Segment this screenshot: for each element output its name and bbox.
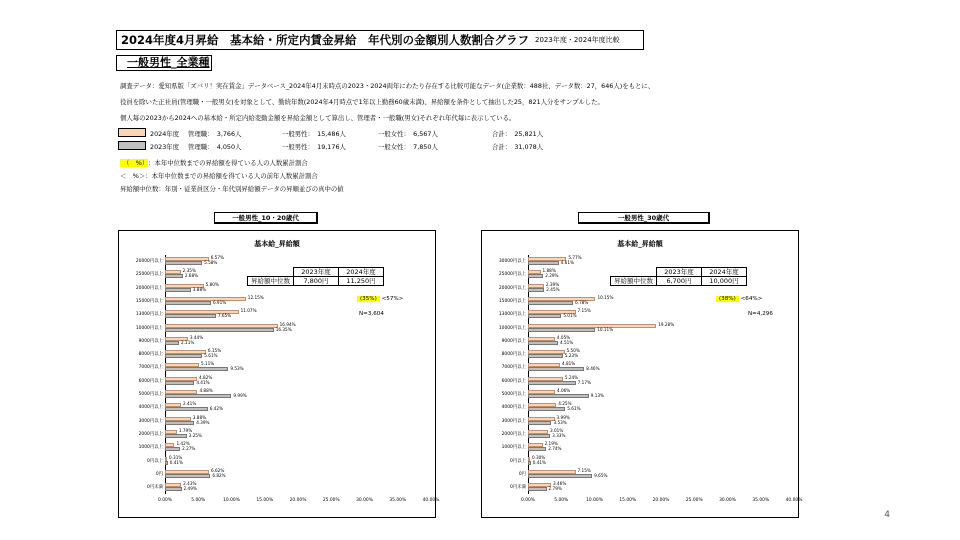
- value-label-2023: 3.25%: [188, 432, 202, 438]
- x-tick-label: 15.00%: [256, 498, 274, 504]
- value-label-2024: 6.62%: [211, 467, 225, 473]
- description-line-3: 個人毎の2023から2024への基本給・所定内給変動金額を昇給金額として算出し、管理者・一般職(男女)それぞれ年代毎に表示している。: [120, 114, 516, 122]
- bar-2023: [528, 461, 531, 465]
- bar-2023: [165, 434, 187, 438]
- panel-2-ratio-prev: <64%>: [740, 296, 763, 302]
- value-label-2023: 10.11%: [597, 326, 614, 332]
- value-label-2023: 2.79%: [548, 486, 562, 492]
- y-tick-label: 25000円以上: [135, 272, 163, 278]
- panel-1-median-corner: [248, 268, 294, 277]
- bar-2023: [528, 367, 584, 371]
- value-label-2023: 2.49%: [183, 486, 197, 492]
- y-tick-label: 8000円以上: [138, 352, 163, 358]
- value-label-2023: 8.46%: [586, 366, 600, 372]
- bar-2023: [528, 288, 544, 292]
- panel-2-heading: 一般男性_30歳代: [578, 212, 710, 224]
- description-line-2: 役員を除いた正社員(管理職・一般男女)を対象として、勤続年数(2024年4月時点で1年以上勤務60歳未満)、昇給額を条件として抽出した25，821人分をサンプルした。: [120, 98, 604, 106]
- value-label-2023: 2.74%: [548, 446, 562, 452]
- y-tick-label: 0円未満: [147, 485, 163, 491]
- x-tick-label: 0.00%: [158, 498, 172, 504]
- panel-2-median-2023: 6,700円: [657, 277, 702, 286]
- panel-1-median-label: 昇給額中位数: [248, 277, 294, 286]
- x-tick-label: 25.00%: [322, 498, 340, 504]
- bar-2023: [528, 434, 550, 438]
- note-1-mark: （ %）: [120, 159, 148, 167]
- x-tick-label: 15.00%: [619, 498, 637, 504]
- value-label-2024: 4.88%: [199, 388, 213, 393]
- value-label-2023: 5.01%: [563, 313, 577, 319]
- panel-1-chart: [118, 230, 440, 518]
- legend-mgr-2023: 管理職： 4,050人: [188, 143, 242, 151]
- value-label-2024: 3.46%: [553, 481, 567, 487]
- panel-1-ratio-now: (35%): [357, 296, 380, 302]
- y-tick-label: 20000円以上: [135, 285, 163, 291]
- bar-2023: [165, 487, 182, 491]
- y-tick-label: 4000円以上: [501, 405, 526, 411]
- y-tick-label: 13000円以上: [135, 312, 163, 318]
- value-label-2023: 0.41%: [532, 459, 547, 465]
- x-tick-label: 35.00%: [752, 498, 770, 504]
- bar-2023: [165, 301, 211, 305]
- y-tick-label: 2000円以上: [501, 431, 526, 437]
- value-label-2024: 0.31%: [169, 454, 183, 460]
- category-separator: _: [171, 56, 177, 69]
- bar-2023: [528, 314, 561, 318]
- bar-2023: [528, 274, 543, 278]
- value-label-2023: 0.41%: [169, 459, 184, 465]
- bar-2023: [528, 328, 595, 332]
- value-label-2024: 2.41%: [183, 401, 197, 407]
- y-tick-label: 30000円以上: [498, 259, 526, 264]
- value-label-2023: 2.11%: [181, 339, 195, 345]
- value-label-2024: 10.15%: [597, 294, 614, 300]
- value-label-2023: 2.29%: [545, 273, 559, 279]
- value-label-2024: 5.80%: [205, 281, 219, 287]
- bar-2023: [165, 288, 191, 292]
- value-label-2023: 6.78%: [575, 299, 589, 305]
- panel-2-col-2023: 2023年度: [657, 268, 702, 277]
- page-number: 4: [884, 510, 890, 520]
- value-label-2024: 1.42%: [176, 441, 190, 447]
- bar-2023: [165, 474, 210, 478]
- bar-2023: [528, 394, 589, 398]
- legend-swatch-2023: [118, 141, 146, 150]
- y-tick-label: 0円以上: [147, 458, 163, 464]
- note-2: ＜ %＞：本年中位数までの昇給額を得ている人の前年人数累計割合: [120, 172, 318, 180]
- legend-mgr-2024: 管理職： 3,766人: [188, 130, 242, 138]
- panel-2-median-table: [610, 267, 747, 286]
- note-1-text: ：本年中位数までの昇給額を得ている人の人数累計割合: [148, 159, 308, 167]
- value-label-2023: 6.82%: [212, 472, 226, 478]
- x-tick-label: 25.00%: [685, 498, 703, 504]
- value-label-2023: 4.39%: [196, 419, 210, 425]
- panel-2-n: N=4,296: [748, 311, 773, 317]
- y-tick-label: 6000円以上: [138, 378, 163, 384]
- value-label-2023: 7.65%: [217, 313, 232, 319]
- x-tick-label: 40.00%: [785, 498, 803, 504]
- bar-2023: [165, 381, 194, 385]
- panel-1-col-2023: 2023年度: [294, 268, 339, 277]
- y-tick-label: 9000円以上: [138, 338, 163, 344]
- bar-2023: [165, 407, 208, 411]
- legend-male-2024: 一般男性： 15,486人: [282, 130, 346, 138]
- x-tick-label: 10.00%: [586, 498, 603, 504]
- legend-year-2024: 2024年度: [150, 130, 180, 138]
- value-label-2024: 3.88%: [192, 414, 207, 420]
- y-tick-label: 2000円以上: [138, 431, 163, 437]
- x-tick-label: 30.00%: [356, 498, 373, 504]
- x-tick-label: 5.00%: [191, 498, 206, 504]
- value-label-2024: 2.43%: [183, 481, 197, 487]
- value-label-2023: 3.53%: [553, 419, 567, 425]
- value-label-2024: 7.15%: [577, 467, 591, 473]
- y-tick-label: 20000円以上: [498, 285, 526, 291]
- legend-male-2023: 一般男性： 19,176人: [282, 143, 346, 151]
- bar-2023: [165, 314, 216, 318]
- category-suffix: 全業種: [176, 56, 210, 69]
- value-label-2024: 5.50%: [566, 348, 580, 354]
- panel-2-ratio-now: (38%): [716, 296, 739, 302]
- bar-2023: [165, 261, 202, 265]
- value-label-2024: 6.15%: [207, 348, 222, 354]
- value-label-2024: 4.25%: [558, 401, 572, 407]
- x-tick-label: 5.00%: [554, 498, 569, 504]
- panel-2-chart: [481, 230, 803, 518]
- y-tick-label: 3000円以上: [501, 418, 526, 424]
- panel-2-median-corner: [611, 268, 657, 277]
- category-label: [116, 55, 212, 71]
- panel-2-median-2024: 10,000円: [702, 277, 747, 286]
- bar-2023: [165, 341, 179, 345]
- category-prefix: 一般男性: [127, 56, 171, 69]
- report-title: 2024年度4月昇給 基本給・所定内賃金昇給 年代別の金額別人数割合グラフ: [121, 33, 530, 47]
- panel-1-median-2023: 7,800円: [294, 277, 339, 286]
- bar-2023: [165, 394, 231, 398]
- value-label-2023: 5.23%: [564, 353, 579, 359]
- y-tick-label: 7000円以上: [138, 365, 163, 371]
- legend-female-2024: 一般女性： 6,567人: [378, 130, 438, 138]
- value-label-2023: 6.91%: [212, 299, 227, 305]
- value-label-2024: 2.39%: [545, 281, 560, 287]
- value-label-2024: 4.06%: [556, 388, 571, 393]
- y-tick-label: 0円: [518, 471, 526, 477]
- value-label-2023: 3.33%: [552, 432, 566, 438]
- value-label-2024: 5.77%: [568, 255, 582, 260]
- x-tick-label: 10.00%: [223, 498, 240, 504]
- value-label-2024: 1.88%: [542, 268, 556, 274]
- value-label-2024: 4.05%: [556, 334, 571, 340]
- x-tick-label: 35.00%: [389, 498, 407, 504]
- value-label-2024: 12.15%: [247, 294, 264, 300]
- value-label-2023: 5.61%: [567, 406, 581, 412]
- value-label-2024: 7.15%: [577, 308, 591, 314]
- value-label-2023: 5.58%: [204, 260, 218, 265]
- value-label-2023: 4.41%: [196, 379, 210, 385]
- y-tick-label: 15000円以上: [135, 298, 163, 304]
- value-label-2023: 2.68%: [184, 273, 199, 279]
- y-tick-label: 15000円以上: [498, 298, 526, 304]
- y-tick-label: 1000円以上: [501, 445, 526, 451]
- value-label-2024: 11.07%: [240, 308, 257, 314]
- value-label-2024: 2.19%: [544, 441, 558, 447]
- x-tick-label: 20.00%: [652, 498, 670, 504]
- bar-2023: [165, 274, 183, 278]
- value-label-2023: 2.45%: [546, 286, 560, 292]
- y-tick-label: 5000円以上: [138, 392, 163, 397]
- value-label-2023: 3.88%: [192, 286, 207, 292]
- panel-1-chart-title: 基本給_昇給額: [254, 240, 300, 248]
- y-tick-label: 5000円以上: [501, 392, 526, 397]
- panel-1-ratio: [357, 296, 403, 302]
- panel-1-median-table: [247, 267, 384, 286]
- y-tick-label: 4000円以上: [138, 405, 163, 411]
- bar-2023: [528, 447, 546, 451]
- bar-2023: [528, 301, 573, 305]
- value-label-2024: 4.82%: [199, 374, 213, 380]
- panel-2-col-2024: 2024年度: [702, 268, 747, 277]
- value-label-2023: 6.42%: [209, 406, 223, 412]
- value-label-2023: 9.99%: [233, 393, 247, 398]
- value-label-2024: 19.28%: [658, 321, 675, 327]
- x-tick-label: 20.00%: [289, 498, 307, 504]
- panel-1-col-2024: 2024年度: [339, 268, 384, 277]
- panel-2-ratio: [716, 296, 762, 302]
- legend-year-2023: 2023年度: [150, 143, 180, 151]
- panel-1-ratio-prev: <57%>: [381, 296, 404, 302]
- value-label-2023: 9.13%: [590, 393, 605, 398]
- y-tick-label: 0円未満: [510, 485, 526, 491]
- y-tick-label: 25000円以上: [498, 272, 526, 278]
- value-label-2024: 3.44%: [189, 334, 204, 340]
- panel-1-median-2024: 11,250円: [339, 277, 384, 286]
- y-tick-label: 8000円以上: [501, 352, 526, 358]
- panel-2-median-label: 昇給額中位数: [611, 277, 657, 286]
- y-tick-label: 3000円以上: [138, 418, 163, 424]
- y-tick-label: 0円: [155, 471, 163, 477]
- panel-1-n: N=3,604: [359, 311, 384, 317]
- bar-2023: [528, 341, 558, 345]
- bar-2023: [528, 381, 576, 385]
- value-label-2024: 5.24%: [564, 374, 579, 380]
- bar-2023: [165, 421, 194, 425]
- bar-2023: [528, 487, 547, 491]
- y-tick-label: 1000円以上: [138, 445, 163, 451]
- value-label-2023: 9.53%: [230, 366, 244, 372]
- value-label-2023: 16.35%: [275, 326, 292, 332]
- bar-2023: [165, 447, 180, 451]
- x-tick-label: 40.00%: [422, 498, 440, 504]
- value-label-2024: 6.57%: [210, 255, 224, 260]
- bar-2023: [165, 354, 202, 358]
- x-tick-label: 0.00%: [521, 498, 535, 504]
- description-line-1: 調査データ：愛知県版「ズバリ！実在賃金」データベース_2024年4月末時点の2023・2024両年にわたり存在する比較可能なデータ(企業数：488社、データ数：27，646人)をもとに、: [120, 82, 655, 90]
- value-label-2024: 16.94%: [279, 321, 296, 327]
- value-label-2023: 7.17%: [577, 379, 591, 385]
- y-tick-label: 0円以上: [510, 458, 526, 464]
- bar-2023: [528, 261, 559, 265]
- value-label-2024: 2.35%: [182, 268, 196, 274]
- legend-swatch-2024: [118, 128, 146, 137]
- y-tick-label: 13000円以上: [498, 312, 526, 318]
- value-label-2023: 2.27%: [182, 446, 196, 452]
- bar-2023: [165, 461, 168, 465]
- note-1: [120, 158, 308, 167]
- value-label-2023: 9.65%: [594, 472, 608, 478]
- bar-2023: [528, 354, 563, 358]
- y-tick-label: 9000円以上: [501, 338, 526, 344]
- y-tick-label: 6000円以上: [501, 378, 526, 384]
- y-tick-label: 7000円以上: [501, 365, 526, 371]
- report-title-box: [116, 30, 644, 50]
- y-tick-label: 10000円以上: [498, 325, 526, 331]
- value-label-2024: 3.01%: [550, 427, 564, 433]
- note-3: 昇給額中位数：年別・従業員区分・年代別昇給額データの昇順並びの真中の値: [120, 185, 344, 193]
- bar-2023: [528, 421, 551, 425]
- value-label-2024: 5.11%: [200, 361, 215, 367]
- value-label-2024: 0.30%: [531, 454, 546, 460]
- panel-1-heading: 一般男性_10・20歳代: [214, 212, 318, 224]
- value-label-2024: 1.79%: [178, 427, 193, 433]
- value-label-2023: 5.61%: [204, 353, 218, 359]
- report-subtitle: 2023年度・2024年度比較: [535, 36, 620, 44]
- y-tick-label: 20000円以上: [135, 259, 163, 264]
- value-label-2024: 4.81%: [561, 361, 576, 367]
- bar-2023: [528, 407, 565, 411]
- x-tick-label: 30.00%: [719, 498, 736, 504]
- panel-2-chart-title: 基本給_昇給額: [617, 240, 663, 248]
- legend-female-2023: 一般女性： 7,850人: [378, 143, 438, 151]
- value-label-2024: 3.99%: [556, 414, 570, 420]
- bar-2023: [165, 367, 228, 371]
- legend-total-2023: 合計： 31,078人: [492, 143, 544, 151]
- value-label-2023: 4.51%: [559, 339, 574, 345]
- value-label-2023: 4.61%: [560, 260, 574, 265]
- bar-2023: [528, 474, 592, 478]
- bar-2023: [165, 328, 274, 332]
- legend-total-2024: 合計： 25,821人: [492, 130, 544, 138]
- y-tick-label: 10000円以上: [135, 325, 163, 331]
